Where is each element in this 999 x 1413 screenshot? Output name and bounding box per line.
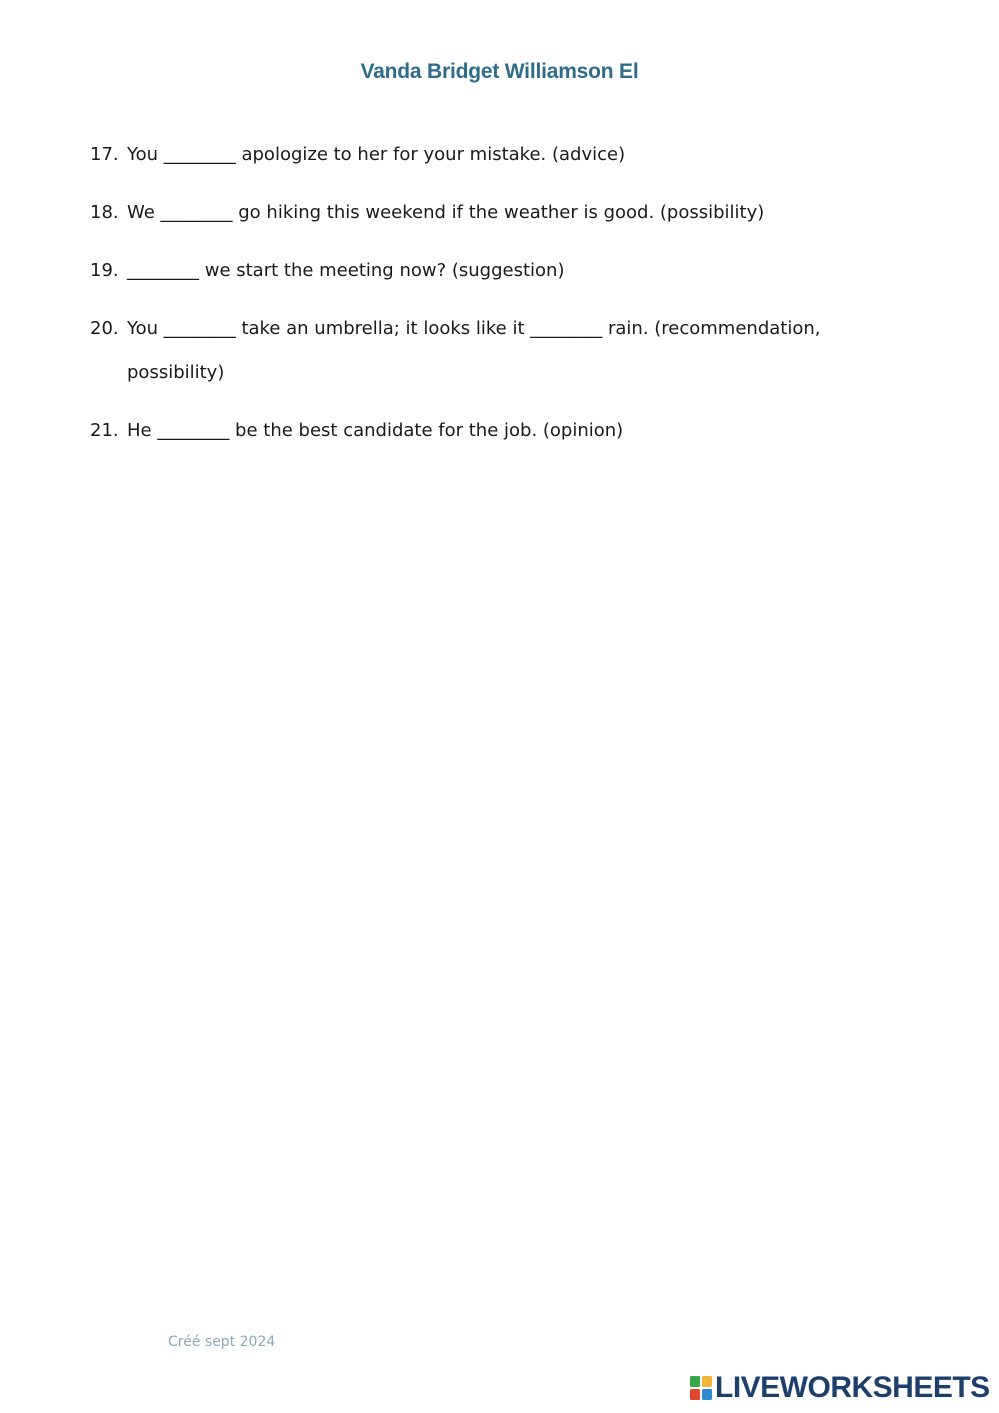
question-item: [90, 417, 910, 445]
question-number: 18.: [90, 202, 119, 223]
created-date: Créé sept 2024: [168, 1334, 276, 1350]
question-text: You ________ take an umbrella; it looks like it ________ rain. (recommendation, possibility): [127, 318, 821, 383]
question-number: 17.: [90, 144, 119, 165]
question-text: You ________ apologize to her for your mistake. (advice): [127, 144, 626, 165]
liveworksheets-logo-icon: [690, 1376, 712, 1400]
brand-name: LIVEWORKSHEETS: [715, 1371, 990, 1404]
question-number: 19.: [90, 260, 119, 281]
page-title: Vanda Bridget Williamson El: [360, 60, 639, 83]
liveworksheets-brand[interactable]: [690, 1372, 990, 1404]
question-text: ________ we start the meeting now? (suggestion): [127, 260, 565, 281]
question-text: We ________ go hiking this weekend if the weather is good. (possibility): [127, 202, 765, 223]
question-list: [90, 141, 910, 475]
question-number: 20.: [90, 318, 119, 339]
question-number: 21.: [90, 420, 119, 441]
question-item: [90, 307, 910, 395]
question-item: [90, 257, 910, 285]
question-text: He ________ be the best candidate for the job. (opinion): [127, 420, 624, 441]
question-item: [90, 199, 910, 227]
question-item: [90, 141, 910, 169]
